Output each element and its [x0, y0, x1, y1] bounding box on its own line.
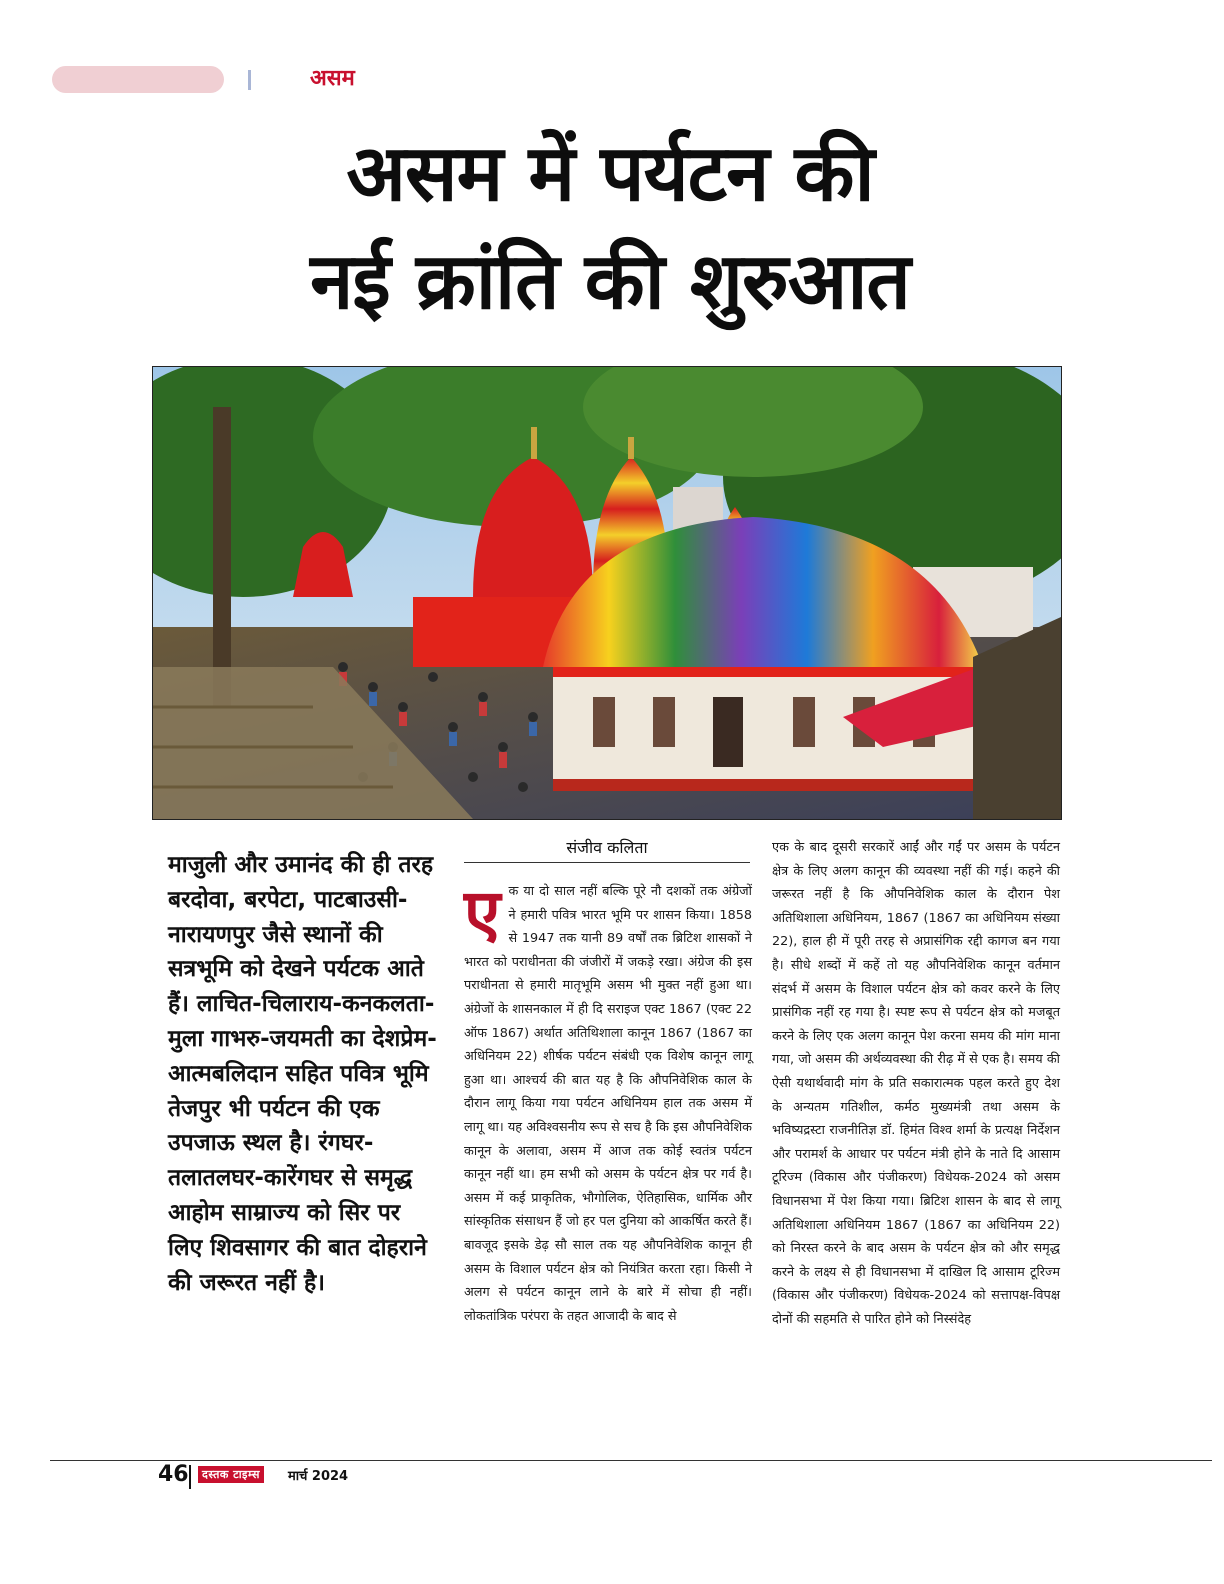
- page-number: 46: [158, 1462, 189, 1487]
- issue-date: मार्च 2024: [288, 1469, 349, 1484]
- drop-cap: ए: [464, 875, 501, 952]
- footer-separator: [189, 1465, 191, 1489]
- header-divider: [248, 70, 251, 90]
- section-label: असम: [310, 66, 355, 91]
- headline-line-2: नई क्रांति की शुरुआत: [310, 237, 910, 327]
- article-column-2: एक के बाद दूसरी सरकारें आईं और गईं पर असम के पर्यटन क्षेत्र के लिए अलग कानून की व्यवस्था नहीं की गई। कहने की जरूरत नहीं है कि औपनिवेशिक काल के दौरान पेश अतिथिशाला अधिनियम, 1867 (1867 का अधिनियम संख्या 22), हाल ही में पूरी तरह से अप्रासंगिक रद्दी कागज बन गया है। सीधे शब्दों में कहें तो यह औपनिवेशिक कानून वर्तमान संदर्भ में असम के विशाल पर्यटन क्षेत्र को कवर करने के लिए प्रासंगिक नहीं रह गया है। स्पष्ट रूप से पर्यटन क्षेत्र को मजबूत करने के लिए एक अलग कानून पेश करना समय की मांग माना गया, जो असम की अर्थव्यवस्था की रीढ़ में से एक है। समय की ऐसी यथार्थवादी मांग के प्रति सकारात्मक पहल करते हुए देश के अन्यतम गतिशील, कर्मठ मुख्यमंत्री तथा असम के भविष्यद्रस्टा राजनीतिज्ञ डॉ. हिमंत विश्व शर्मा के प्रत्यक्ष निर्देशन और परामर्श के आधार पर पर्यटन मंत्री होने के नाते दि आसाम टूरिज्म (विकास और पंजीकरण) विधेयक-2024 को असम विधानसभा में पेश किया गया। ब्रिटिश शासन के बाद से लागू अतिथिशाला अधिनियम 1867 (1867 का अधिनियम 22) को निरस्त करने के बाद असम के पर्यटन क्षेत्र को और समृद्ध करने के लक्ष्य से ही विधानसभा में दाखिल दि आसाम टूरिज्म (विकास और पंजीकरण) विधेयक-2024 को सत्तापक्ष-विपक्ष दोनों की सहमति से पारित होने को निस्संदेह: [772, 840, 1060, 1327]
- magazine-logo: दस्तक टाइम्स: [198, 1466, 264, 1483]
- author-byline: संजीव कलिता: [464, 836, 750, 863]
- headline-line-1: असम में पर्यटन की: [346, 129, 874, 219]
- headline: [150, 120, 1070, 336]
- article-column-1-text: क या दो साल नहीं बल्कि पूरे नौ दशकों तक अंग्रेजों ने हमारी पवित्र भारत भूमि पर शासन किया। 1858 से 1947 तक यानी 89 वर्षों तक ब्रिटिश शासकों ने भारत को पराधीनता की जंजीरों में जकड़े रखा। अंग्रेज की इस पराधीनता से हमारी मातृभूमि असम भी मुक्त नहीं हुआ था। अंग्रेजों के शासनकाल में ही दि सराइज एक्ट 1867 (एक्ट 22 ऑफ 1867) अर्थात अतिथिशाला कानून 1867 (1867 का अधिनियम 22) शीर्षक पर्यटन संबंधी एक विशेष कानून लागू हुआ था। आश्चर्य की बात यह है कि औपनिवेशिक काल के दौरान लागू किया गया पर्यटन अधिनियम हाल तक असम में लागू था। यह अविश्वसनीय रूप से सच है कि इस औपनिवेशिक कानून के अलावा, असम में आज तक कोई स्वतंत्र पर्यटन कानून नहीं था। हम सभी को असम के पर्यटन क्षेत्र पर गर्व है। असम में कई प्राकृतिक, भौगोलिक, ऐतिहासिक, धार्मिक और सांस्कृतिक संसाधन हैं जो हर पल दुनिया को आकर्षित करते हैं। बावजूद इसके डेढ़ सौ साल तक यह औपनिवेशिक कानून ही असम के विशाल पर्यटन क्षेत्र को नियंत्रित करता रहा। किसी ने अलग से पर्यटन कानून लाने के बारे में सोचा ही नहीं। लोकतांत्रिक परंपरा के तहत आजादी के बाद से: [464, 884, 752, 1324]
- temple-photo: [152, 366, 1062, 820]
- footer-rule: [50, 1460, 1212, 1461]
- section-pill: [52, 66, 224, 93]
- pull-quote: माजुली और उमानंद की ही तरह बरदोवा, बरपेटा, पाटबाउसी-नारायणपुर जैसे स्थानों की सत्रभूमि को देखने पर्यटक आते हैं। लाचित-चिलाराय-कनकलता-मुला गाभरु-जयमती का देशप्रेम-आत्मबलिदान सहित पवित्र भूमि तेजपुर भी पर्यटन की एक उपजाऊ स्थल है। रंगघर-तलातलघर-कारेंगघर से समृद्ध आहोम साम्राज्य को सिर पर लिए शिवसागर की बात दोहराने की जरूरत नहीं है।: [168, 852, 437, 1296]
- article-column-1: [464, 875, 752, 1328]
